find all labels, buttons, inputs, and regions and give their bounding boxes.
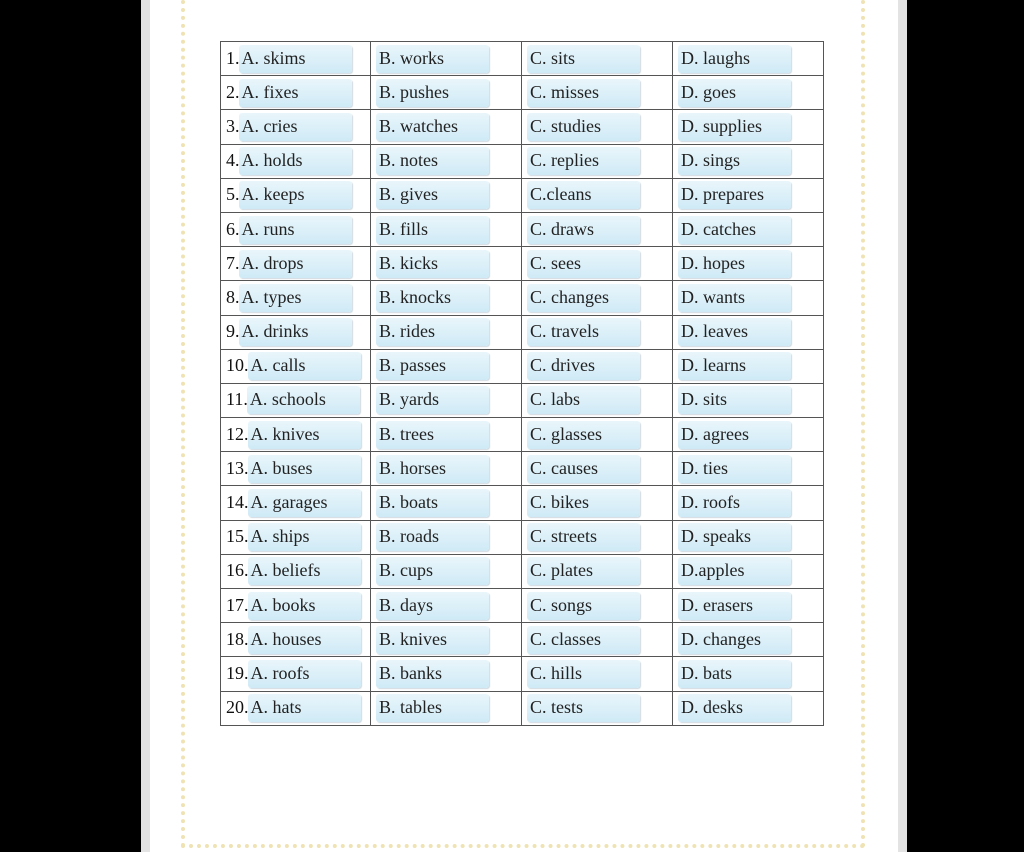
option-cell <box>673 452 824 486</box>
option-cell <box>371 452 522 486</box>
question-row <box>221 247 824 281</box>
answer-option-a[interactable]: A. types <box>239 284 352 312</box>
answer-option-c[interactable]: C. plates <box>527 557 640 585</box>
option-cell <box>673 623 824 657</box>
option-cell <box>371 383 522 417</box>
question-number: 3. <box>226 115 240 136</box>
question-row <box>221 315 824 349</box>
quiz-table <box>220 41 824 726</box>
option-cell <box>522 383 673 417</box>
answer-option-d[interactable]: D. roofs <box>678 489 791 517</box>
question-row <box>221 452 824 486</box>
option-cell <box>522 247 673 281</box>
option-cell <box>371 589 522 623</box>
answer-option-c[interactable]: C. tests <box>527 694 640 722</box>
answer-option-b[interactable]: B. yards <box>376 386 489 414</box>
answer-option-b[interactable]: B. fills <box>376 216 489 244</box>
option-cell <box>221 315 371 349</box>
answer-option-a[interactable]: A. fixes <box>239 79 352 107</box>
option-cell <box>221 42 371 76</box>
answer-option-a[interactable]: A. houses <box>248 626 361 654</box>
answer-option-b[interactable]: B. pushes <box>376 79 489 107</box>
question-row <box>221 657 824 691</box>
question-number: 9. <box>226 321 240 342</box>
question-number: 4. <box>226 150 240 171</box>
option-cell <box>673 418 824 452</box>
question-row <box>221 144 824 178</box>
option-cell <box>221 383 371 417</box>
option-cell <box>221 520 371 554</box>
answer-option-a[interactable]: A. keeps <box>239 181 352 209</box>
question-row <box>221 110 824 144</box>
option-cell <box>522 349 673 383</box>
answer-option-b[interactable]: B. horses <box>376 455 489 483</box>
option-cell <box>221 418 371 452</box>
option-cell <box>371 418 522 452</box>
answer-option-a[interactable]: A. roofs <box>248 660 361 688</box>
option-cell <box>221 623 371 657</box>
answer-option-c[interactable]: C. replies <box>527 147 640 175</box>
option-cell <box>522 42 673 76</box>
answer-option-d[interactable]: D. bats <box>678 660 791 688</box>
question-number: 5. <box>226 184 240 205</box>
answer-option-d[interactable]: D.apples <box>678 557 791 585</box>
option-cell <box>522 281 673 315</box>
answer-option-d[interactable]: D. ties <box>678 455 791 483</box>
answer-option-d[interactable]: D. wants <box>678 284 791 312</box>
question-number: 17. <box>226 594 249 615</box>
option-cell <box>371 315 522 349</box>
option-cell <box>522 144 673 178</box>
option-cell <box>673 554 824 588</box>
question-row <box>221 691 824 725</box>
option-cell <box>371 691 522 725</box>
question-row <box>221 623 824 657</box>
answer-option-b[interactable]: B. banks <box>376 660 489 688</box>
answer-option-c[interactable]: C. streets <box>527 523 640 551</box>
answer-option-c[interactable]: C. hills <box>527 660 640 688</box>
answer-option-a[interactable]: A. drops <box>239 250 352 278</box>
answer-option-a[interactable]: A. holds <box>239 147 352 175</box>
option-cell <box>371 110 522 144</box>
answer-option-c[interactable]: C. sits <box>527 45 640 73</box>
option-cell <box>221 76 371 110</box>
answer-option-a[interactable]: A. cries <box>239 113 352 141</box>
option-cell <box>522 315 673 349</box>
answer-option-c[interactable]: C. changes <box>527 284 640 312</box>
answer-option-c[interactable]: C. bikes <box>527 489 640 517</box>
option-cell <box>371 42 522 76</box>
question-number: 7. <box>226 252 240 273</box>
option-cell <box>371 349 522 383</box>
option-cell <box>673 110 824 144</box>
option-cell <box>522 110 673 144</box>
answer-option-c[interactable]: C. labs <box>527 386 640 414</box>
option-cell <box>522 452 673 486</box>
option-cell <box>371 178 522 212</box>
question-number: 2. <box>226 81 240 102</box>
option-cell <box>221 657 371 691</box>
answer-option-c[interactable]: C. drives <box>527 352 640 380</box>
option-cell <box>371 520 522 554</box>
answer-option-d[interactable]: D. changes <box>678 626 791 654</box>
answer-option-c[interactable]: C.cleans <box>527 181 640 209</box>
answer-option-a[interactable]: A. drinks <box>239 318 352 346</box>
answer-option-d[interactable]: D. sits <box>678 386 791 414</box>
answer-option-d[interactable]: D. agrees <box>678 421 791 449</box>
option-cell <box>371 281 522 315</box>
option-cell <box>673 383 824 417</box>
option-cell <box>221 691 371 725</box>
question-number: 1. <box>226 47 240 68</box>
answer-option-c[interactable]: C. studies <box>527 113 640 141</box>
answer-option-d[interactable]: D. erasers <box>678 592 791 620</box>
option-cell <box>221 178 371 212</box>
answer-option-c[interactable]: C. songs <box>527 592 640 620</box>
question-number: 14. <box>226 492 249 513</box>
answer-option-d[interactable]: D. learns <box>678 352 791 380</box>
option-cell <box>371 486 522 520</box>
option-cell <box>221 144 371 178</box>
option-cell <box>522 691 673 725</box>
question-number: 19. <box>226 662 249 683</box>
question-number: 10. <box>226 355 249 376</box>
answer-option-d[interactable]: D. leaves <box>678 318 791 346</box>
option-cell <box>673 691 824 725</box>
question-row <box>221 486 824 520</box>
option-cell <box>221 452 371 486</box>
answer-option-d[interactable]: D. catches <box>678 216 791 244</box>
answer-option-d[interactable]: D. goes <box>678 79 791 107</box>
answer-option-a[interactable]: A. ships <box>248 523 361 551</box>
answer-option-c[interactable]: C. glasses <box>527 421 640 449</box>
answer-option-d[interactable]: D. desks <box>678 694 791 722</box>
option-cell <box>673 212 824 246</box>
question-row <box>221 520 824 554</box>
option-cell <box>221 281 371 315</box>
question-number: 11. <box>226 389 248 410</box>
question-number: 12. <box>226 423 249 444</box>
answer-option-b[interactable]: B. days <box>376 592 489 620</box>
answer-option-d[interactable]: D. prepares <box>678 181 791 209</box>
question-row <box>221 418 824 452</box>
option-cell <box>371 144 522 178</box>
option-cell <box>673 349 824 383</box>
option-cell <box>221 349 371 383</box>
answer-option-c[interactable]: C. travels <box>527 318 640 346</box>
answer-option-c[interactable]: C. classes <box>527 626 640 654</box>
option-cell <box>673 76 824 110</box>
answer-option-c[interactable]: C. misses <box>527 79 640 107</box>
question-number: 15. <box>226 526 249 547</box>
option-cell <box>371 657 522 691</box>
answer-option-d[interactable]: D. hopes <box>678 250 791 278</box>
answer-option-d[interactable]: D. supplies <box>678 113 791 141</box>
answer-option-b[interactable]: B. notes <box>376 147 489 175</box>
quiz-table-body <box>221 42 824 726</box>
answer-option-a[interactable]: A. hats <box>248 694 361 722</box>
answer-option-a[interactable]: A. beliefs <box>248 557 361 585</box>
answer-option-b[interactable]: B. kicks <box>376 250 489 278</box>
option-cell <box>673 315 824 349</box>
answer-option-a[interactable]: A. garages <box>248 489 361 517</box>
option-cell <box>221 554 371 588</box>
answer-option-c[interactable]: C. draws <box>527 216 640 244</box>
answer-option-b[interactable]: B. trees <box>376 421 489 449</box>
answer-option-b[interactable]: B. tables <box>376 694 489 722</box>
answer-option-d[interactable]: D. sings <box>678 147 791 175</box>
answer-option-b[interactable]: B. boats <box>376 489 489 517</box>
question-row <box>221 554 824 588</box>
option-cell <box>371 554 522 588</box>
answer-option-b[interactable]: B. roads <box>376 523 489 551</box>
question-row <box>221 349 824 383</box>
option-cell <box>221 247 371 281</box>
option-cell <box>371 76 522 110</box>
answer-option-a[interactable]: A. runs <box>239 216 352 244</box>
question-row <box>221 589 824 623</box>
answer-option-a[interactable]: A. schools <box>247 386 360 414</box>
question-row <box>221 178 824 212</box>
answer-option-a[interactable]: A. skims <box>239 45 352 73</box>
option-cell <box>673 42 824 76</box>
option-cell <box>522 520 673 554</box>
answer-option-b[interactable]: B. knocks <box>376 284 489 312</box>
option-cell <box>522 212 673 246</box>
answer-option-d[interactable]: D. laughs <box>678 45 791 73</box>
question-row <box>221 281 824 315</box>
answer-option-a[interactable]: A. knives <box>248 421 361 449</box>
question-row <box>221 212 824 246</box>
answer-option-b[interactable]: B. cups <box>376 557 489 585</box>
option-cell <box>673 520 824 554</box>
option-cell <box>522 657 673 691</box>
option-cell <box>673 144 824 178</box>
question-row <box>221 42 824 76</box>
answer-option-a[interactable]: A. buses <box>248 455 361 483</box>
option-cell <box>371 212 522 246</box>
option-cell <box>522 623 673 657</box>
answer-option-b[interactable]: B. gives <box>376 181 489 209</box>
option-cell <box>673 178 824 212</box>
option-cell <box>673 589 824 623</box>
answer-option-c[interactable]: C. causes <box>527 455 640 483</box>
answer-option-a[interactable]: A. books <box>248 592 361 620</box>
option-cell <box>522 76 673 110</box>
answer-option-b[interactable]: B. watches <box>376 113 489 141</box>
option-cell <box>221 589 371 623</box>
question-number: 8. <box>226 286 240 307</box>
answer-option-b[interactable]: B. works <box>376 45 489 73</box>
option-cell <box>522 418 673 452</box>
question-row <box>221 383 824 417</box>
option-cell <box>522 178 673 212</box>
answer-option-b[interactable]: B. passes <box>376 352 489 380</box>
option-cell <box>221 212 371 246</box>
option-cell <box>673 486 824 520</box>
option-cell <box>371 247 522 281</box>
question-number: 18. <box>226 628 249 649</box>
option-cell <box>221 110 371 144</box>
option-cell <box>673 281 824 315</box>
option-cell <box>673 247 824 281</box>
option-cell <box>673 657 824 691</box>
question-number: 13. <box>226 457 249 478</box>
question-number: 16. <box>226 560 249 581</box>
option-cell <box>221 486 371 520</box>
option-cell <box>522 486 673 520</box>
question-number: 20. <box>226 697 249 718</box>
answer-option-b[interactable]: B. rides <box>376 318 489 346</box>
answer-option-d[interactable]: D. speaks <box>678 523 791 551</box>
question-number: 6. <box>226 218 240 239</box>
answer-option-c[interactable]: C. sees <box>527 250 640 278</box>
answer-option-a[interactable]: A. calls <box>248 352 361 380</box>
option-cell <box>522 589 673 623</box>
answer-option-b[interactable]: B. knives <box>376 626 489 654</box>
option-cell <box>522 554 673 588</box>
option-cell <box>371 623 522 657</box>
question-row <box>221 76 824 110</box>
